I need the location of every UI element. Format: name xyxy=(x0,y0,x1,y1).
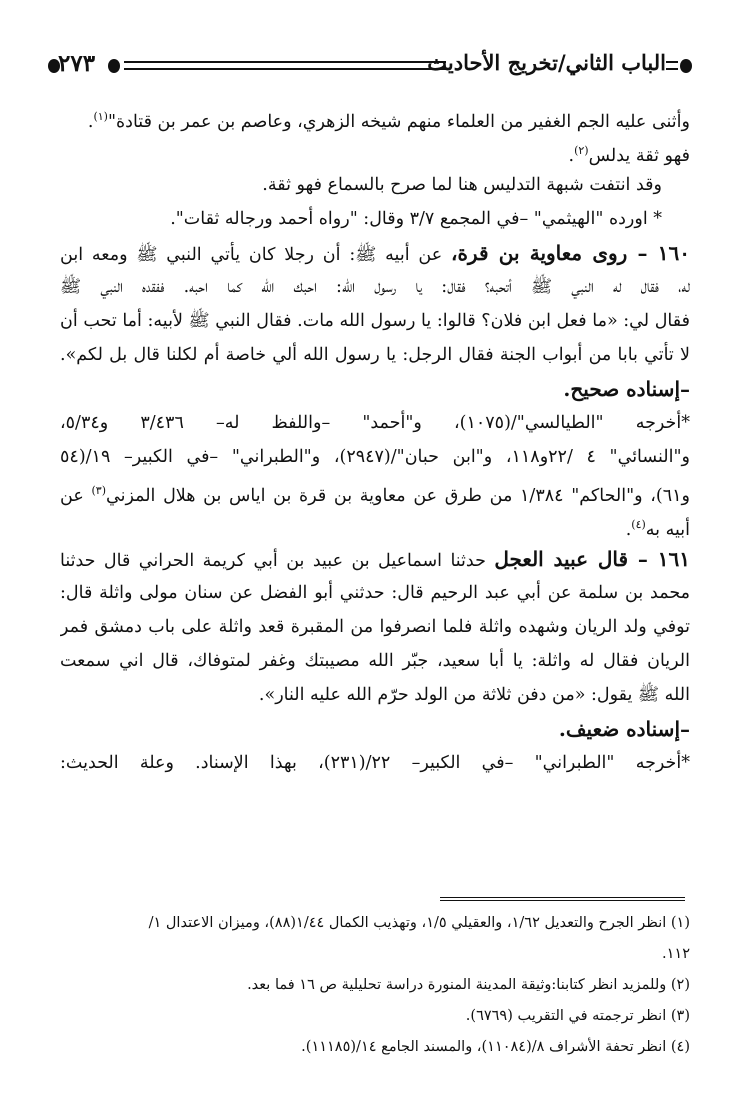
footnote: (١) انظر الجرح والتعديل ١/٦٢، والعقيلي ١/٥، وتهذيب الكمال ١/٤٤(٨٨)، وميزان الاعتدال ١/ xyxy=(148,915,690,931)
page-header xyxy=(50,50,698,86)
footnotes xyxy=(60,908,690,1063)
text-line: الريان فقال له واثلة: يا أبا سعيد، جبّر الله مصيبتك وغفر لمتوفاك، قال اني سمعت xyxy=(60,651,690,671)
text-line: محمد بن سلمة عن أبي عبد الرحيم قال: حدثني أبو الفضل عن سنان مولى واثلة قال: xyxy=(60,583,690,603)
hadith-160-line: ١٦٠ – روى معاوية بن قرة، عن أبيه ﷺ: أن رجلا كان يأتي النبي ﷺ ومعه ابن xyxy=(60,241,690,265)
text-line: و"النسائي" ٤ /٢٢و١١٨، و"ابن حبان"/(٢٩٤٧)، و"الطبراني" –في الكبير– ١٩/(٥٤ xyxy=(60,447,690,467)
text-line: و٦١)، و"الحاكم" ١/٣٨٤ من طرق عن معاوية بن قرة بن اياس بن هلال المزني$^{(٣)}$ عن xyxy=(60,484,690,506)
footnote-divider xyxy=(440,897,685,901)
header-rule xyxy=(666,61,678,70)
text-line: فقال لي: «ما فعل ابن فلان؟ قالوا: يا رسول الله مات. فقال النبي ﷺ لأبيه: أما تحب أن xyxy=(60,311,690,331)
page-number: ٢٧٣ xyxy=(58,50,96,77)
footnote: ١١٢. xyxy=(662,946,690,962)
footnote-ref[interactable]: (٣) xyxy=(91,484,106,497)
footnote-ref[interactable]: (٢) xyxy=(574,144,589,157)
footnote-ref[interactable]: (٤) xyxy=(631,518,646,531)
footnote: (٢) وللمزيد انظر كتابنا:وثيقة المدينة المنورة دراسة تحليلية ص ١٦ فما بعد. xyxy=(247,977,690,993)
text-line: وأثنى عليه الجم الغفير من العلماء منهم شيخه الزهري، وعاصم بن عمر بن قتادة"$^{(١)}$. xyxy=(87,110,690,132)
text-line: له، فقال له النبي ﷺ أتحبه؟ فقال: يا رسول الله: احبك الله كما احبه. ففقده النبي ﷺ xyxy=(60,277,690,297)
isnad-grade: –إسناده ضعيف. xyxy=(558,717,690,741)
header-ornament xyxy=(108,59,120,73)
text-line: وقد انتفت شبهة التدليس هنا لما صرح بالسماع فهو ثقة. xyxy=(262,175,662,195)
chapter-title: الباب الثاني/تخريج الأحاديث xyxy=(427,50,666,75)
text-line: أبيه به$^{(٤)}$. xyxy=(625,518,690,540)
hadith-heading: ١٦٠ – روى معاوية بن قرة، xyxy=(450,241,690,265)
header-rule xyxy=(124,61,446,70)
text-line: الله ﷺ يقول: «من دفن ثلاثة من الولد حرّم الله عليه النار». xyxy=(258,685,690,705)
footnote: (٤) انظر تحفة الأشراف ٨/(١١٠٨٤)، والمسند الجامع ١٤/(١١١٨٥). xyxy=(301,1039,690,1055)
hadith-heading: ١٦١ – قال عبيد العجل xyxy=(494,547,690,571)
text-line: فهو ثقة يدلس$^{(٢)}$. xyxy=(568,144,690,166)
isnad-grade: –إسناده صحيح. xyxy=(563,377,690,401)
footnote: (٣) انظر ترجمته في التقريب (٦٧٦٩). xyxy=(465,1008,690,1024)
text-line: *أخرجه "الطبراني" –في الكبير– ٢٢/(٢٣١)، بهذا الإسناد. وعلة الحديث: xyxy=(60,753,690,773)
text-line: * اورده "الهيثمي" –في المجمع ٣/٧ وقال: "رواه أحمد ورجاله ثقات". xyxy=(170,209,662,229)
footnote-ref[interactable]: (١) xyxy=(93,110,108,123)
header-ornament xyxy=(680,59,692,73)
text-line: لا تأتي بابا من أبواب الجنة فقال الرجل: يا رسول الله ألي خاصة أم لكلنا قال بل لكم». xyxy=(60,345,690,365)
body-text xyxy=(60,100,690,780)
text-line: توفي ولد الريان وشهده واثلة فلما انصرفوا من المقبرة قعد واثلة على باب دمشق فمر xyxy=(60,617,690,637)
text-line: *أخرجه "الطيالسي"/(١٠٧٥)، و"أحمد" –واللفظ له– ٣/٤٣٦ و٥/٣٤، xyxy=(60,413,690,433)
hadith-161-line: ١٦١ – قال عبيد العجل حدثنا اسماعيل بن عبيد بن أبي كريمة الحراني قال حدثنا xyxy=(60,547,690,571)
